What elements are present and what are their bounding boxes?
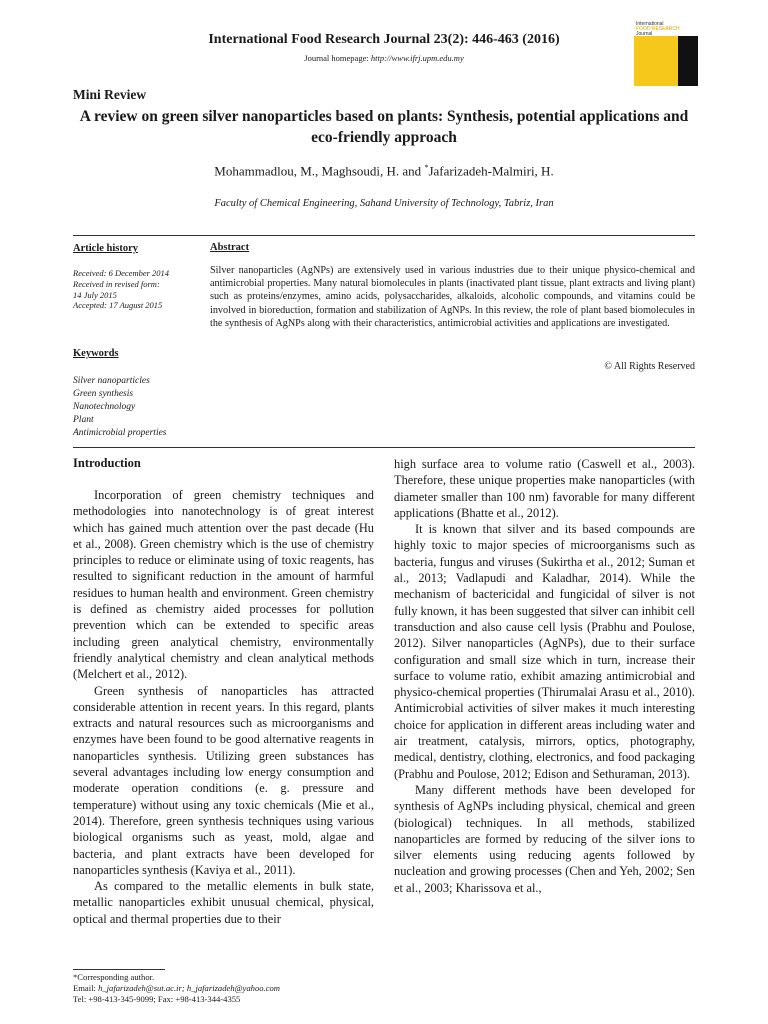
affiliation: Faculty of Chemical Engineering, Sahand University of Technology, Tabriz, Iran — [214, 198, 554, 209]
paragraph: As compared to the metallic elements in bulk state, metallic nanoparticles exhibit unusual chemical, physical, optical and thermal properties due to their — [73, 879, 374, 926]
logo-line2: FOOD RESEARCH — [636, 26, 680, 32]
abstract-heading: Abstract — [210, 242, 250, 253]
paragraph: Green synthesis of nanoparticles has attracted considerable attention in recent years. In this regard, plants extracts and natural resources such as microorganisms and enzymes have been found to be good alternative reagents in nanoparticles synthesis. Utilizing green substances has several advantages including low energy consumption and moderate operation conditions (e. g. pressure and temperature) without using any toxic chemicals (Mie et al., 2014). Therefore, green synthesis techniques using various biological organisms such as yeast, mold, algae and bacteria, and plant extracts have been developed for nanoparticles synthesis (Kaviya et al., 2011). — [73, 683, 374, 877]
article-history — [73, 268, 203, 311]
journal-logo — [634, 22, 698, 86]
keyword-item: Green synthesis — [73, 389, 134, 399]
corresponding-mark: * — [424, 163, 429, 172]
paragraph: Incorporation of green chemistry techniques and methodologies into nanotechnology is of great interest which has gained much attention over the past decade (Hu et al., 2008). Green chemistry which is the use of chemistry principles to reduce or eliminate using of toxic reagents, has resulted to significant reduction in the amount of harmful residues to human health and environment. Green chemistry is defined as chemistry aided processes for pollution prevention which can be extended to specific areas including green analytical chemistry, environmentally friendly analytical chemistry and clean analytical methods (Melchert et al., 2012). — [73, 488, 374, 682]
logo-yellow-block — [634, 36, 678, 86]
paragraph: It is known that silver and its based compounds are highly toxic to major species of microorganisms such as bacteria, fungus and viruses (Sukirtha et al., 2012; Suman et al., 2013; Vadlapudi and Kaladhar, 2014). While the mechanism of bactericidal and fungicidal of silver is not fully known, it has been suggested that silver can inhibit cell transduction and also cause cell lysis (Prabhu and Poulose, 2012). Silver nanoparticles (AgNPs), due to their surface configuration and small size which in turn, increase their surface to volume ratio, exhibit amazing antimicrobial and physico-chemical properties (Thirumalai Arasu et al., 2010). Antimicrobial activities of silver makes it much interesting choice for application in different areas including water and air treatment, catalysis, mirrors, optics, photography, medical, dentistry, clothing, electronics, and food packaging (Prabhu and Poulose, 2012; Edison and Sethuraman, 2013). — [394, 522, 695, 781]
keyword-item: Plant — [73, 415, 94, 425]
homepage-link[interactable]: http://www.ifrj.upm.edu.my — [370, 53, 464, 63]
section-label: Mini Review — [73, 87, 147, 102]
email-label: Email: — [73, 983, 99, 994]
email-line — [73, 983, 403, 994]
logo-line1: International — [636, 21, 664, 27]
history-revised-label: Received in revised form: — [73, 278, 160, 289]
history-accepted: Accepted: 17 August 2015 — [73, 300, 163, 311]
logo-black-block — [678, 36, 698, 86]
abstract-divider — [73, 447, 695, 448]
copyright-notice: © All Rights Reserved — [604, 361, 695, 372]
authors-main: Mohammadlou, M., Maghsoudi, H. and — [214, 163, 425, 179]
logo-line3: Journal — [636, 31, 653, 37]
paragraph: Many different methods have been developed for synthesis of AgNPs including physical, chemical and green (biological) techniques. In all methods, stabilized nanoparticles are formed by reducing of the silver ions to silver elements using reducing agents followed by nucleation and growing processes (Chen and Yeh, 2002; Sen et al., 2003; Kharissova et al., — [394, 782, 695, 895]
footnote-divider — [73, 969, 165, 970]
body-column-right — [394, 456, 695, 896]
history-revised-date: 14 July 2015 — [73, 289, 117, 300]
homepage-label: Journal homepage: — [304, 53, 371, 63]
article-history-heading: Article history — [73, 243, 139, 254]
corresponding-author-label: *Corresponding author. — [73, 972, 155, 982]
authors-last: Jafarizadeh-Malmiri, H. — [428, 163, 554, 179]
journal-title: International Food Research Journal 23(2): 446-463 (2016) — [208, 32, 560, 47]
keyword-item: Silver nanoparticles — [73, 376, 150, 386]
footnote — [73, 972, 403, 1006]
introduction-heading: Introduction — [73, 456, 141, 470]
paragraph: high surface area to volume ratio (Caswell et al., 2003). Therefore, these unique properties make nanoparticles (with diameter smaller than 100 nm) favorable for many different applications (Bhatte et al., 2012). — [394, 457, 695, 520]
body-column-left — [73, 487, 374, 927]
history-received: Received: 6 December 2014 — [73, 268, 170, 278]
top-divider — [73, 235, 695, 236]
keywords-heading: Keywords — [73, 348, 119, 359]
abstract-text: Silver nanoparticles (AgNPs) are extensively used in various industries due to their unique physico-chemical and antimicrobial properties. Many natural biomolecules in plants (inactivated plant tissue, plant extracts and living plant) such as proteins/enzymes, amino acids, polysaccharides, alkaloids, alcoholic compounds, and vitamins could be involved in bioreduction, formation and stabilization of AgNPs. In this review, the role of plant based biomolecules in the synthesis of AgNPs along with their characteristics, antimicrobial activities and applications are investigated. — [210, 265, 695, 329]
authors — [0, 163, 768, 179]
phone-line: Tel: +98-413-345-9099; Fax: +98-413-344-4355 — [73, 994, 241, 1005]
paper-title: A review on green silver nanoparticles based on plants: Synthesis, potential applications and eco-friendly approach — [79, 108, 689, 146]
email-address[interactable]: h_jafarizadeh@sut.ac.ir; h_jafarizadeh@yahoo.com — [98, 983, 281, 994]
keyword-item: Nanotechnology — [73, 402, 136, 412]
keyword-item: Antimicrobial properties — [73, 428, 167, 438]
logo-text — [636, 22, 680, 37]
keywords-list — [73, 375, 203, 440]
